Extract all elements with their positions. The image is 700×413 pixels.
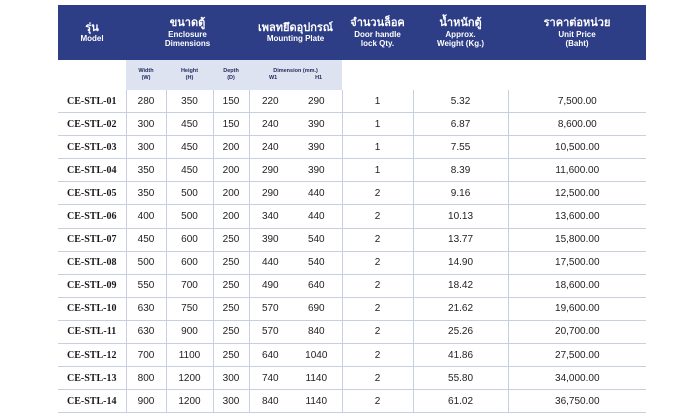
header-plate-th: เพลทยึดอุปกรณ์ [258,21,334,34]
cell-price: 20,700.00 [508,320,646,343]
table-row [58,320,646,343]
cell-model: CE-STL-03 [58,136,126,159]
cell-height: 700 [166,274,213,297]
cell-model: CE-STL-06 [58,205,126,228]
cell-plate-w1: 290 [249,159,291,182]
cell-model: CE-STL-14 [58,390,126,413]
cell-plate-h1: 1140 [291,390,342,413]
cell-plate-w1: 240 [249,113,291,136]
table-row [58,297,646,320]
cell-height: 450 [166,113,213,136]
subheader-width-label: Width [138,68,154,75]
cell-price: 34,000.00 [508,367,646,390]
cell-lock-qty: 2 [342,205,413,228]
cell-plate-w1: 840 [249,390,291,413]
cell-width: 800 [126,367,166,390]
cell-width: 550 [126,274,166,297]
cell-model: CE-STL-09 [58,274,126,297]
cell-height: 750 [166,297,213,320]
header-plate [249,5,342,60]
subheader-height-label: Height [180,68,199,75]
cell-plate-h1: 540 [291,228,342,251]
cell-plate-w1: 220 [249,90,291,113]
cell-plate-h1: 390 [291,113,342,136]
cell-height: 450 [166,136,213,159]
cell-price: 13,600.00 [508,205,646,228]
cell-lock-qty: 1 [342,90,413,113]
cell-weight: 13.77 [413,228,508,251]
cell-plate-w1: 640 [249,344,291,367]
header-enclosure-en2: Dimensions [164,38,211,48]
cell-model: CE-STL-11 [58,320,126,343]
header-lock-en1: Door handle [354,29,401,39]
header-enclosure-en1: Enclosure [168,29,207,39]
cell-weight: 18.42 [413,274,508,297]
cell-depth: 150 [213,113,249,136]
header-row [58,5,646,60]
header-weight [413,5,508,60]
cell-lock-qty: 2 [342,367,413,390]
cell-plate-w1: 390 [249,228,291,251]
cell-model: CE-STL-08 [58,251,126,274]
cell-width: 630 [126,320,166,343]
cell-lock-qty: 1 [342,159,413,182]
cell-depth: 200 [213,159,249,182]
subheader-w1: W1 [268,75,278,81]
cell-plate-h1: 1140 [291,367,342,390]
subheader-blank [413,60,508,90]
subheader-dimension-label: Dimension (mm.) [273,68,318,75]
cell-lock-qty: 2 [342,390,413,413]
table-row [58,205,646,228]
cell-price: 7,500.00 [508,90,646,113]
cell-depth: 300 [213,390,249,413]
cell-plate-h1: 640 [291,274,342,297]
cell-lock-qty: 2 [342,344,413,367]
cell-plate-h1: 690 [291,297,342,320]
subheader-height [166,60,213,90]
table-row [58,113,646,136]
cell-price: 12,500.00 [508,182,646,205]
cell-plate-w1: 340 [249,205,291,228]
cell-weight: 55.80 [413,367,508,390]
cell-weight: 8.39 [413,159,508,182]
cell-price: 11,600.00 [508,159,646,182]
cell-price: 36,750.00 [508,390,646,413]
cell-plate-h1: 390 [291,136,342,159]
cell-depth: 250 [213,251,249,274]
cell-weight: 21.62 [413,297,508,320]
cell-price: 19,600.00 [508,297,646,320]
subheader-blank [58,60,126,90]
cell-price: 15,800.00 [508,228,646,251]
cell-price: 10,500.00 [508,136,646,159]
subheader-depth-unit: (D) [227,75,235,81]
cell-height: 600 [166,228,213,251]
cell-plate-w1: 570 [249,297,291,320]
cell-plate-w1: 490 [249,274,291,297]
header-plate-en: Mounting Plate [266,34,325,44]
header-weight-en2: Weight (Kg.) [437,38,484,48]
cell-model: CE-STL-04 [58,159,126,182]
cell-depth: 250 [213,320,249,343]
subheader-depth-label: Depth [223,68,239,75]
cell-height: 450 [166,159,213,182]
table-body [58,90,646,413]
cell-plate-h1: 440 [291,205,342,228]
table-row [58,228,646,251]
cell-height: 1200 [166,367,213,390]
price-table-container [58,5,646,413]
cell-weight: 9.16 [413,182,508,205]
header-model-th: รุ่น [85,21,99,34]
header-price-th: ราคาต่อหน่วย [543,16,611,29]
header-model [58,5,126,60]
cell-lock-qty: 2 [342,228,413,251]
header-price-en2: (Baht) [565,38,589,48]
subheader-row [58,60,646,90]
cell-depth: 300 [213,367,249,390]
cell-depth: 250 [213,228,249,251]
cell-width: 300 [126,136,166,159]
cell-depth: 250 [213,274,249,297]
cell-height: 1200 [166,390,213,413]
table-row [58,159,646,182]
subheader-dimension [249,60,342,90]
cell-plate-h1: 440 [291,182,342,205]
cell-weight: 41.86 [413,344,508,367]
cell-plate-h1: 290 [291,90,342,113]
header-price-en1: Unit Price [558,29,596,39]
cell-model: CE-STL-05 [58,182,126,205]
cell-width: 450 [126,228,166,251]
subheader-depth [213,60,249,90]
cell-height: 600 [166,251,213,274]
cell-model: CE-STL-01 [58,90,126,113]
cell-plate-h1: 390 [291,159,342,182]
cell-height: 500 [166,182,213,205]
cell-plate-w1: 740 [249,367,291,390]
header-weight-th: น้ำหนักตู้ [439,16,482,29]
cell-depth: 250 [213,344,249,367]
cell-plate-w1: 240 [249,136,291,159]
subheader-height-unit: (H) [185,75,194,81]
subheader-blank [342,60,413,90]
cell-plate-w1: 570 [249,320,291,343]
cell-width: 350 [126,182,166,205]
cell-height: 500 [166,205,213,228]
cell-width: 300 [126,113,166,136]
header-price [508,5,646,60]
header-weight-en1: Approx. [445,29,476,39]
cell-depth: 200 [213,205,249,228]
cell-depth: 250 [213,297,249,320]
header-lock [342,5,413,60]
cell-weight: 6.87 [413,113,508,136]
cell-width: 630 [126,297,166,320]
cell-lock-qty: 2 [342,274,413,297]
cell-lock-qty: 2 [342,182,413,205]
subheader-width [126,60,166,90]
subheader-dimension-cols [250,75,341,82]
cell-lock-qty: 2 [342,297,413,320]
cell-weight: 25.26 [413,320,508,343]
header-lock-en2: lock Qty. [360,38,395,48]
cell-weight: 5.32 [413,90,508,113]
table-row [58,182,646,205]
cell-height: 1100 [166,344,213,367]
cell-lock-qty: 2 [342,320,413,343]
cell-depth: 150 [213,90,249,113]
cell-weight: 10.13 [413,205,508,228]
table-row [58,367,646,390]
cell-plate-h1: 840 [291,320,342,343]
cell-width: 400 [126,205,166,228]
cell-height: 900 [166,320,213,343]
cell-width: 500 [126,251,166,274]
cell-depth: 200 [213,136,249,159]
cell-plate-h1: 1040 [291,344,342,367]
header-model-en: Model [80,34,104,44]
cell-model: CE-STL-10 [58,297,126,320]
cell-lock-qty: 1 [342,113,413,136]
cell-width: 900 [126,390,166,413]
cell-width: 700 [126,344,166,367]
price-table [58,5,646,413]
cell-weight: 14.90 [413,251,508,274]
cell-lock-qty: 2 [342,251,413,274]
cell-price: 8,600.00 [508,113,646,136]
table-row [58,390,646,413]
table-row [58,136,646,159]
cell-price: 18,600.00 [508,274,646,297]
cell-model: CE-STL-12 [58,344,126,367]
cell-plate-w1: 440 [249,251,291,274]
cell-price: 27,500.00 [508,344,646,367]
cell-width: 350 [126,159,166,182]
table-row [58,274,646,297]
table-row [58,90,646,113]
cell-model: CE-STL-02 [58,113,126,136]
cell-height: 350 [166,90,213,113]
subheader-width-unit: (W) [141,75,151,81]
header-enclosure [126,5,249,60]
cell-plate-w1: 290 [249,182,291,205]
cell-weight: 7.55 [413,136,508,159]
table-row [58,344,646,367]
cell-weight: 61.02 [413,390,508,413]
cell-model: CE-STL-13 [58,367,126,390]
header-enclosure-th: ขนาดตู้ [169,16,206,29]
cell-price: 17,500.00 [508,251,646,274]
header-lock-th: จำนวนล็อค [350,16,405,29]
cell-plate-h1: 540 [291,251,342,274]
cell-width: 280 [126,90,166,113]
cell-lock-qty: 1 [342,136,413,159]
cell-depth: 200 [213,182,249,205]
table-row [58,251,646,274]
subheader-blank [508,60,646,90]
subheader-h1: H1 [315,75,323,81]
cell-model: CE-STL-07 [58,228,126,251]
